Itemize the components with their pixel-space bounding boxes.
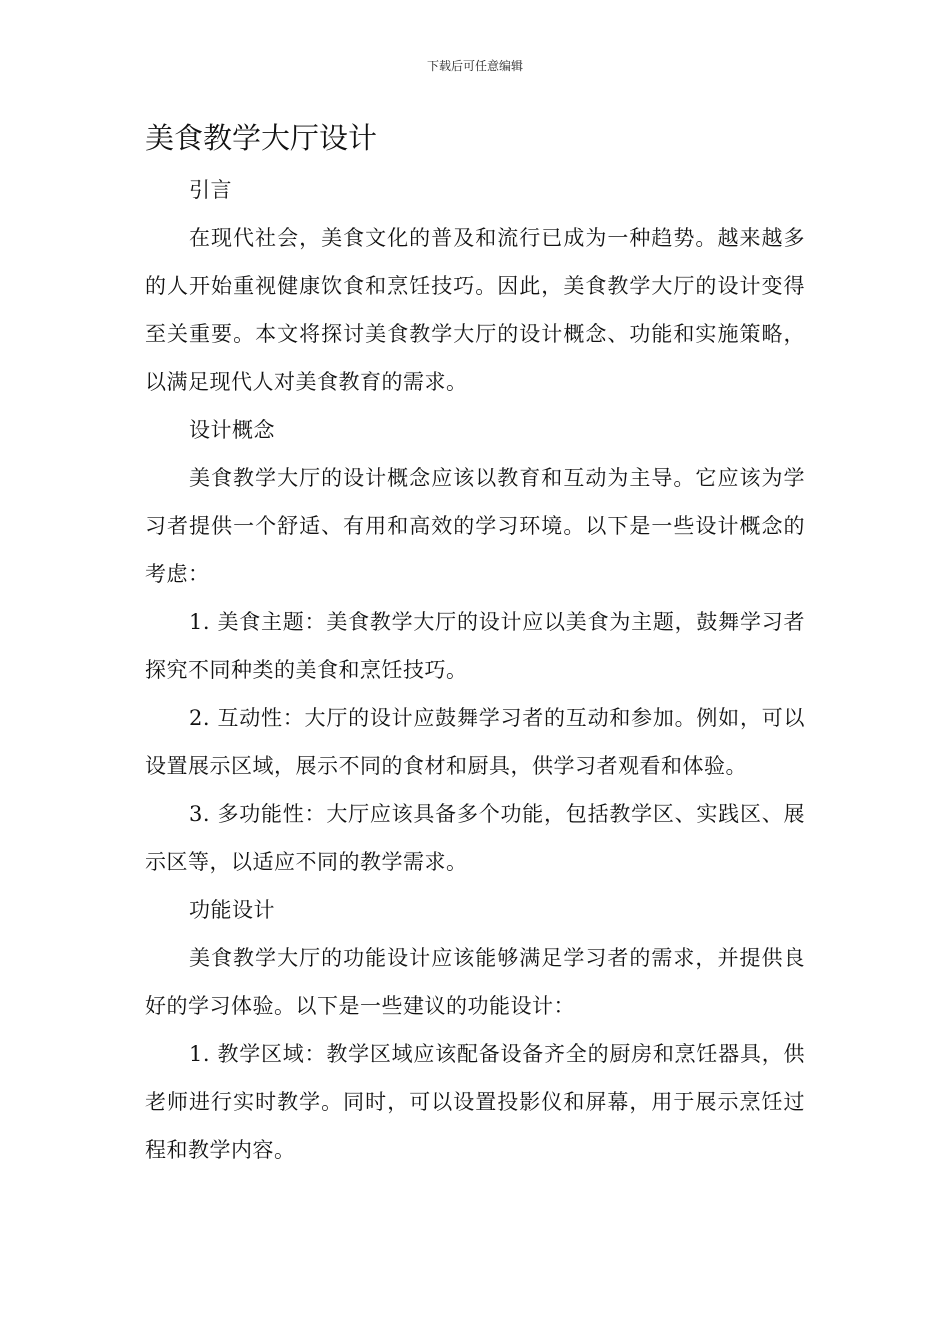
list-item-teaching-area: 1. 教学区域：教学区域应该配备设备齐全的厨房和烹饪器具，供老师进行实时教学。同时，可以设置投影仪和屏幕，用于展示烹饪过程和教学内容。 (145, 1042, 805, 1162)
heading-introduction: 引言 (189, 178, 232, 202)
paragraph-design-concept: 美食教学大厅的设计概念应该以教育和互动为主导。它应该为学习者提供一个舒适、有用和高效的学习环境。以下是一些设计概念的考虑： (145, 466, 805, 586)
list-item-multifunction: 3. 多功能性：大厅应该具备多个功能，包括教学区、实践区、展示区等，以适应不同的教学需求。 (145, 802, 805, 874)
heading-design-concept: 设计概念 (189, 418, 275, 442)
paragraph-introduction: 在现代社会，美食文化的普及和流行已成为一种趋势。越来越多的人开始重视健康饮食和烹饪技巧。因此，美食教学大厅的设计变得至关重要。本文将探讨美食教学大厅的设计概念、功能和实施策略，以满足现代人对美食教育的需求。 (145, 226, 805, 394)
heading-function-design: 功能设计 (189, 898, 275, 922)
paragraph-function-design: 美食教学大厅的功能设计应该能够满足学习者的需求，并提供良好的学习体验。以下是一些建议的功能设计： (145, 946, 805, 1018)
list-item-food-theme: 1. 美食主题：美食教学大厅的设计应以美食为主题，鼓舞学习者探究不同种类的美食和烹饪技巧。 (145, 610, 805, 682)
page-header-note: 下载后可任意编辑 (426, 59, 523, 73)
document-body (145, 166, 805, 1174)
document-title: 美食教学大厅设计 (145, 121, 378, 155)
list-item-interactivity: 2. 互动性：大厅的设计应鼓舞学习者的互动和参加。例如，可以设置展示区域，展示不同的食材和厨具，供学习者观看和体验。 (145, 706, 805, 778)
